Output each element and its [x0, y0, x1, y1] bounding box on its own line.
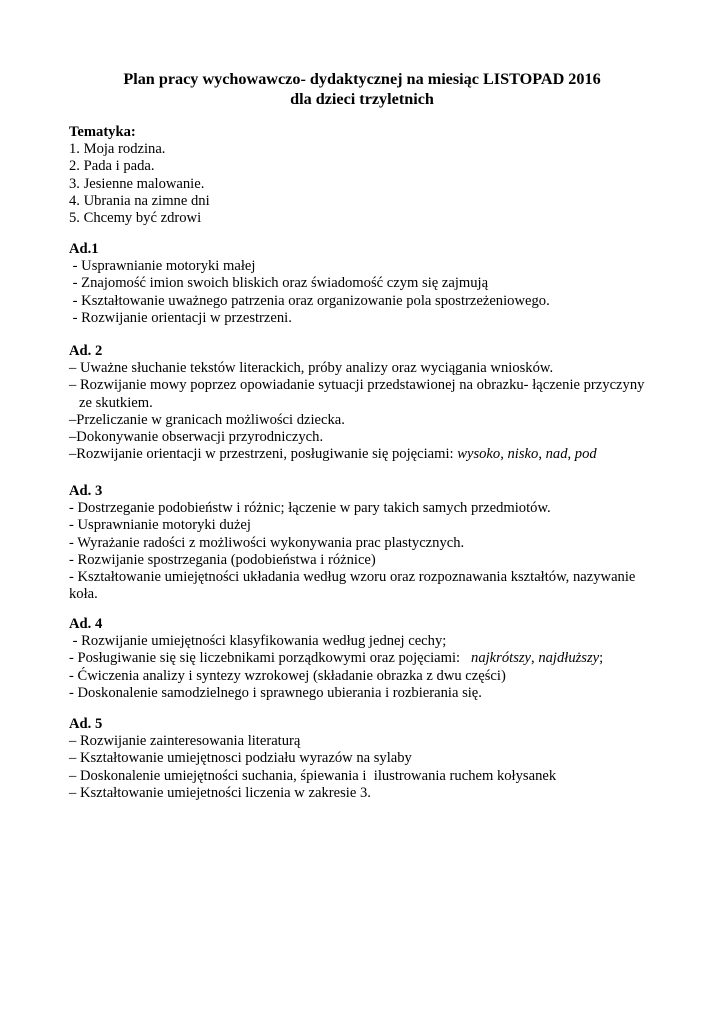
term-separator: ,: [531, 650, 539, 667]
list-item: 5. Chcemy być zdrowi: [69, 209, 202, 226]
term-separator: ,: [567, 446, 575, 463]
term-italic: najdłuższy: [538, 650, 600, 667]
section-heading: Ad.1: [69, 241, 99, 257]
list-item: – Kształtowanie umiejętnosci podziału wyrazów na sylaby: [69, 750, 412, 767]
list-item: - Rozwijanie orientacji w przestrzeni.: [69, 309, 292, 326]
list-item: –Dokonywanie obserwacji przyrodniczych.: [69, 428, 324, 445]
list-item: 3. Jesienne malowanie.: [69, 175, 205, 192]
section-ad4: [69, 616, 699, 702]
term-italic: nad: [545, 446, 568, 463]
list-item: - Ćwiczenia analizy i syntezy wzrokowej (składanie obrazka z dwu części): [69, 667, 506, 684]
list-item: [69, 446, 699, 463]
list-item: - Znajomość imion swoich bliskich oraz świadomość czym się zajmują: [69, 275, 489, 292]
list-item: – Uważne słuchanie tekstów literackich, próby analizy oraz wyciągania wniosków.: [69, 360, 554, 377]
section-heading: Ad. 5: [69, 716, 103, 732]
list-item: - Kształtowanie uważnego patrzenia oraz organizowanie pola spostrzeżeniowego.: [69, 292, 550, 309]
section-heading: Ad. 3: [69, 483, 103, 499]
section-tematyka: [69, 124, 699, 227]
list-item-continuation: ze skutkiem.: [79, 394, 153, 411]
section-heading: Ad. 2: [69, 343, 103, 359]
title-line-1: Plan pracy wychowawczo- dydaktycznej na miesiąc LISTOPAD 2016: [123, 70, 601, 88]
section-heading: Tematyka:: [69, 124, 136, 140]
list-item: - Kształtowanie umiejętności układania według wzoru oraz rozpoznawania kształtów, nazywanie: [69, 568, 636, 585]
section-ad2: [69, 343, 699, 463]
list-item: – Rozwijanie zainteresowania literaturą: [69, 733, 301, 750]
list-item-text: –Rozwijanie orientacji w przestrzeni, posługiwanie się pojęciami:: [69, 446, 458, 463]
term-italic: nisko: [507, 446, 539, 463]
title-line-2: dla dzieci trzyletnich: [290, 89, 434, 108]
document-title: [0, 70, 724, 109]
term-italic: wysoko: [457, 446, 501, 463]
section-ad3: [69, 483, 699, 603]
list-item: [69, 650, 699, 667]
list-item: 1. Moja rodzina.: [69, 141, 166, 158]
list-item: - Dostrzeganie podobieństw i różnic; łączenie w pary takich samych przedmiotów.: [69, 500, 551, 517]
list-item: - Rozwijanie spostrzegania (podobieństwa i różnice): [69, 551, 376, 568]
list-item-text: - Posługiwanie się się liczebnikami porządkowymi oraz pojęciami:: [69, 650, 472, 667]
list-item: - Usprawnianie motoryki małej: [69, 258, 256, 275]
term-separator: ,: [538, 446, 546, 463]
term-separator: ,: [500, 446, 508, 463]
list-item: - Usprawnianie motoryki dużej: [69, 517, 251, 534]
list-item: – Kształtowanie umiejetności liczenia w zakresie 3.: [69, 784, 371, 801]
section-ad5: [69, 716, 699, 802]
list-item-continuation: koła.: [69, 586, 98, 603]
list-item: – Doskonalenie umiejętności suchania, śpiewania i ilustrowania ruchem kołysanek: [69, 767, 557, 784]
list-item: 2. Pada i pada.: [69, 158, 155, 175]
term-italic: najkrótszy: [471, 650, 532, 667]
list-item: –Przeliczanie w granicach możliwości dziecka.: [69, 411, 345, 428]
term-end: ;: [599, 650, 604, 667]
list-item: – Rozwijanie mowy poprzez opowiadanie sytuacji przedstawionej na obrazku- łączenie przyczyny: [69, 377, 645, 394]
list-item: - Rozwijanie umiejętności klasyfikowania według jednej cechy;: [69, 633, 447, 650]
list-item: 4. Ubrania na zimne dni: [69, 192, 210, 209]
section-heading: Ad. 4: [69, 616, 103, 632]
list-item: - Wyrażanie radości z możliwości wykonywania prac plastycznych.: [69, 534, 465, 551]
term-italic: pod: [574, 446, 597, 463]
list-item: - Doskonalenie samodzielnego i sprawnego ubierania i rozbierania się.: [69, 684, 482, 701]
section-ad1: [69, 241, 699, 327]
